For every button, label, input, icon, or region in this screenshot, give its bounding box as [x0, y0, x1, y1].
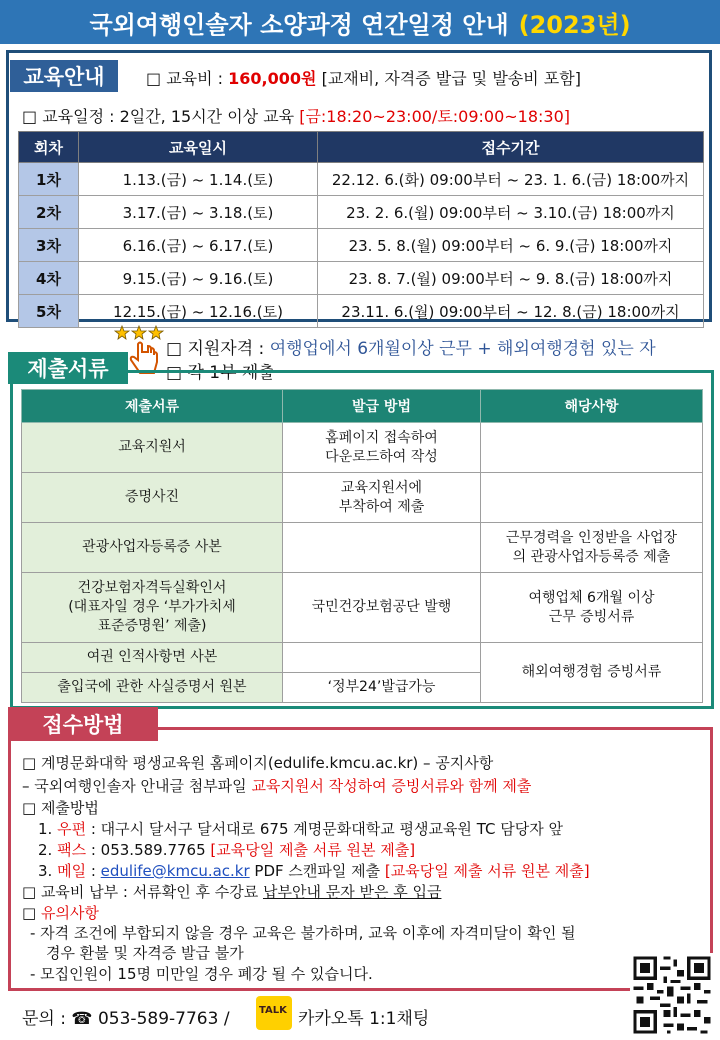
caution-box: □: [22, 904, 41, 922]
method-fax: [38, 839, 415, 860]
submission-methods-heading: □ 제출방법: [22, 799, 99, 817]
method-email-sep: :: [86, 862, 101, 880]
period-cell: 23.11. 6.(월) 09:00부터 ~ 12. 8.(금) 18:00까지: [318, 295, 704, 328]
fee-amount: 160,000원: [228, 69, 317, 88]
documents-header-row: [22, 390, 703, 423]
doc-cell: 건강보험자격득실확인서 (대표자일 경우 ‘부가가치세 표준증명원’ 제출): [22, 573, 283, 643]
dates-cell: 9.15.(금) ~ 9.16.(토): [79, 262, 318, 295]
doc-cell: 출입국에 관한 사실증명서 원본: [22, 673, 283, 703]
caution-item-1: - 자격 조건에 부합되지 않을 경우 교육은 불가하며, 교육 이후에 자격미달이 확인 될: [30, 924, 576, 942]
eligibility-line: [166, 334, 656, 359]
documents-table: [21, 389, 703, 703]
education-tag: 교육안내: [10, 60, 118, 92]
method-mail-num: 1.: [38, 820, 58, 838]
period-cell: 22.12. 6.(화) 09:00부터 ~ 23. 1. 6.(금) 18:00까지: [318, 163, 704, 196]
method-cell: 국민건강보험공단 발행: [283, 573, 481, 643]
round-cell: 3차: [19, 229, 79, 262]
table-row: [19, 163, 704, 196]
dates-cell: 1.13.(금) ~ 1.14.(토): [79, 163, 318, 196]
table-row: [19, 229, 704, 262]
documents-header-note: 해당사항: [481, 390, 703, 423]
note-cell: 해외여행경험 증빙서류: [481, 643, 703, 703]
table-row: [22, 423, 703, 473]
copies-line: □ 각 1부 제출: [166, 363, 275, 383]
method-email-text: PDF 스캔파일 제출: [249, 862, 385, 880]
dates-cell: 3.17.(금) ~ 3.18.(토): [79, 196, 318, 229]
table-row: [19, 196, 704, 229]
kakao-talk-badge: TALK: [259, 1005, 287, 1016]
dates-cell: 12.15.(금) ~ 12.16.(토): [79, 295, 318, 328]
method-mail: [38, 818, 563, 839]
table-row: [22, 573, 703, 643]
table-row: [19, 262, 704, 295]
method-cell: [283, 523, 481, 573]
contact-line: [22, 1004, 230, 1029]
method-email-label: 메일: [57, 862, 87, 880]
method-cell: [283, 643, 481, 673]
email-link[interactable]: edulife@kmcu.ac.kr: [100, 862, 250, 880]
schedule-header-period: 접수기간: [318, 132, 704, 163]
fee-payment-underlined: 납부안내 문자 받은 후 입금: [262, 883, 442, 901]
caution-item-1-cont: 경우 환불 및 자격증 발급 불가: [46, 944, 244, 962]
documents-header-method: 발급 방법: [283, 390, 481, 423]
table-row: [22, 473, 703, 523]
method-email-num: 3.: [38, 862, 58, 880]
eligibility-text: 여행업에서 6개월이상 근무 + 해외여행경험 있는 자: [269, 339, 656, 359]
round-cell: 1차: [19, 163, 79, 196]
table-row: [22, 643, 703, 673]
period-cell: 23. 8. 7.(월) 09:00부터 ~ 9. 8.(금) 18:00까지: [318, 262, 704, 295]
note-cell: [481, 473, 703, 523]
doc-cell: 여권 인적사항면 사본: [22, 643, 283, 673]
documents-tag: 제출서류: [8, 352, 128, 384]
schedule-prefix: □ 교육일정 : 2일간, 15시간 이상 교육: [22, 107, 300, 126]
submission-homepage: □ 계명문화대학 평생교육원 홈페이지(edulife.kmcu.ac.kr) – 공지사항: [22, 754, 494, 772]
fee-note: [교재비, 자격증 발급 및 발송비 포함]: [316, 69, 581, 88]
fee-payment: [22, 881, 441, 902]
page-title: 국외여행인솔자 소양과정 연간일정 안내: [89, 10, 509, 39]
method-cell: 교육지원서에 부착하여 제출: [283, 473, 481, 523]
table-row: [19, 295, 704, 328]
schedule-header-dates: 교육일시: [79, 132, 318, 163]
contact-phone: 053-589-7763 /: [92, 1009, 230, 1029]
qr-code-icon: [628, 953, 716, 1037]
method-fax-num: 2.: [38, 841, 58, 859]
method-email: [38, 860, 590, 881]
method-mail-label: 우편: [57, 820, 87, 838]
method-cell: 홈페이지 접속하여 다운로드하여 작성: [283, 423, 481, 473]
method-mail-text: : 대구시 달서구 달서대로 675 계명문화대학교 평생교육원 TC 담당자 앞: [86, 820, 563, 838]
kakao-chat-label[interactable]: 카카오톡 1:1채팅: [298, 1009, 430, 1029]
education-schedule: [22, 104, 570, 127]
education-fee: [146, 66, 581, 89]
period-cell: 23. 2. 6.(월) 09:00부터 ~ 3.10.(금) 18:00까지: [318, 196, 704, 229]
doc-cell: 증명사진: [22, 473, 283, 523]
page-title-banner: [0, 0, 720, 44]
documents-header-doc: 제출서류: [22, 390, 283, 423]
note-cell: [481, 423, 703, 473]
fee-payment-text: □ 교육비 납부 : 서류확인 후 수강료: [22, 883, 263, 901]
submission-attachment: [22, 775, 531, 796]
doc-cell: 관광사업자등록증 사본: [22, 523, 283, 573]
fee-prefix: □ 교육비 :: [146, 69, 229, 88]
method-fax-label: 팩스: [57, 841, 87, 859]
method-email-note: [교육당일 제출 서류 원본 제출]: [384, 862, 590, 880]
contact-label: 문의 :: [22, 1009, 72, 1029]
note-cell: 여행업체 6개월 이상 근무 증빙서류: [481, 573, 703, 643]
page-title-year: (2023년): [518, 10, 631, 39]
method-fax-note: [교육당일 제출 서류 원본 제출]: [210, 841, 416, 859]
eligibility-prefix: □ 지원자격 :: [166, 339, 270, 359]
round-cell: 2차: [19, 196, 79, 229]
table-row: [22, 523, 703, 573]
phone-icon: ☎: [71, 1009, 93, 1029]
caution-label: 유의사항: [40, 904, 99, 922]
attachment-text: – 국외여행인솔자 안내글 첨부파일: [22, 777, 252, 795]
note-cell: 근무경력을 인정받을 사업장 의 관광사업자등록증 제출: [481, 523, 703, 573]
doc-cell: 교육지원서: [22, 423, 283, 473]
caution-item-2: - 모집인원이 15명 미만일 경우 폐강 될 수 있습니다.: [30, 965, 373, 983]
method-cell: ‘정부24’발급가능: [283, 673, 481, 703]
submission-tag: 접수방법: [8, 707, 158, 741]
kakao-talk-icon[interactable]: [256, 996, 292, 1030]
attachment-highlight: 교육지원서 작성하여 증빙서류와 함께 제출: [251, 777, 532, 795]
round-cell: 5차: [19, 295, 79, 328]
round-cell: 4차: [19, 262, 79, 295]
schedule-time: [금:18:20~23:00/토:09:00~18:30]: [299, 107, 571, 126]
schedule-table: [18, 131, 704, 328]
schedule-header-round: 회차: [19, 132, 79, 163]
method-fax-text: : 053.589.7765: [86, 841, 211, 859]
period-cell: 23. 5. 8.(월) 09:00부터 ~ 6. 9.(금) 18:00까지: [318, 229, 704, 262]
caution-heading: [22, 902, 99, 923]
dates-cell: 6.16.(금) ~ 6.17.(토): [79, 229, 318, 262]
schedule-header-row: [19, 132, 704, 163]
